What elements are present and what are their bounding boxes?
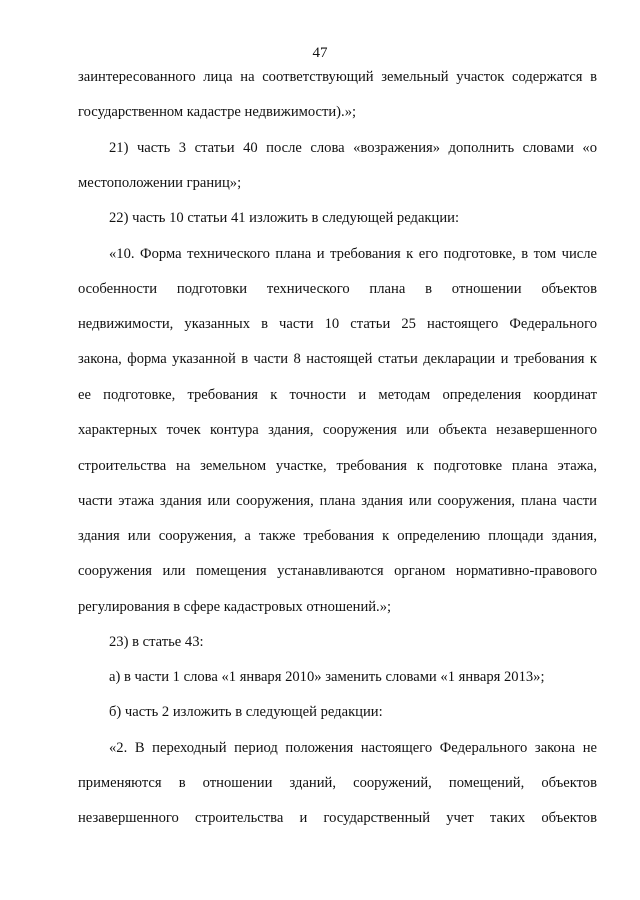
text-line: закона, форма указанной в части 8 настоящей статьи декларации и требования к <box>78 351 597 367</box>
text-line: 21) часть 3 статьи 40 после слова «возражения» дополнить словами «о <box>109 140 597 156</box>
text-line: характерных точек контура здания, сооружения или объекта незавершенного <box>78 422 597 438</box>
text-line: б) часть 2 изложить в следующей редакции: <box>109 704 383 720</box>
text-line: заинтересованного лица на соответствующий земельный участок содержатся в <box>78 69 597 85</box>
text-line: 22) часть 10 статьи 41 изложить в следующей редакции: <box>109 210 459 226</box>
text-line: особенности подготовки технического плана в отношении объектов <box>78 281 597 297</box>
text-line: части этажа здания или сооружения, плана здания или сооружения, плана части <box>78 493 597 509</box>
text-line: ее подготовке, требования к точности и методам определения координат <box>78 387 597 403</box>
text-line: «10. Форма технического плана и требования к его подготовке, в том числе <box>109 246 597 262</box>
text-line: незавершенного строительства и государственный учет таких объектов <box>78 810 597 826</box>
text-line: строительства на земельном участке, требования к подготовке плана этажа, <box>78 458 597 474</box>
text-line: а) в части 1 слова «1 января 2010» заменить словами «1 января 2013»; <box>109 669 545 685</box>
text-line: применяются в отношении зданий, сооружений, помещений, объектов <box>78 775 597 791</box>
text-line: государственном кадастре недвижимости).»; <box>78 104 357 120</box>
page-number: 47 <box>312 45 328 61</box>
text-line: «2. В переходный период положения настоящего Федерального закона не <box>109 740 597 756</box>
text-line: 23) в статье 43: <box>109 634 204 650</box>
text-line: регулирования в сфере кадастровых отношений.»; <box>78 599 392 615</box>
text-line: сооружения или помещения устанавливаются органом нормативно-правового <box>78 563 597 579</box>
text-line: местоположении границ»; <box>78 175 242 191</box>
text-line: недвижимости, указанных в части 10 статьи 25 настоящего Федерального <box>78 316 597 332</box>
text-line: здания или сооружения, а также требования к определению площади здания, <box>78 528 597 544</box>
